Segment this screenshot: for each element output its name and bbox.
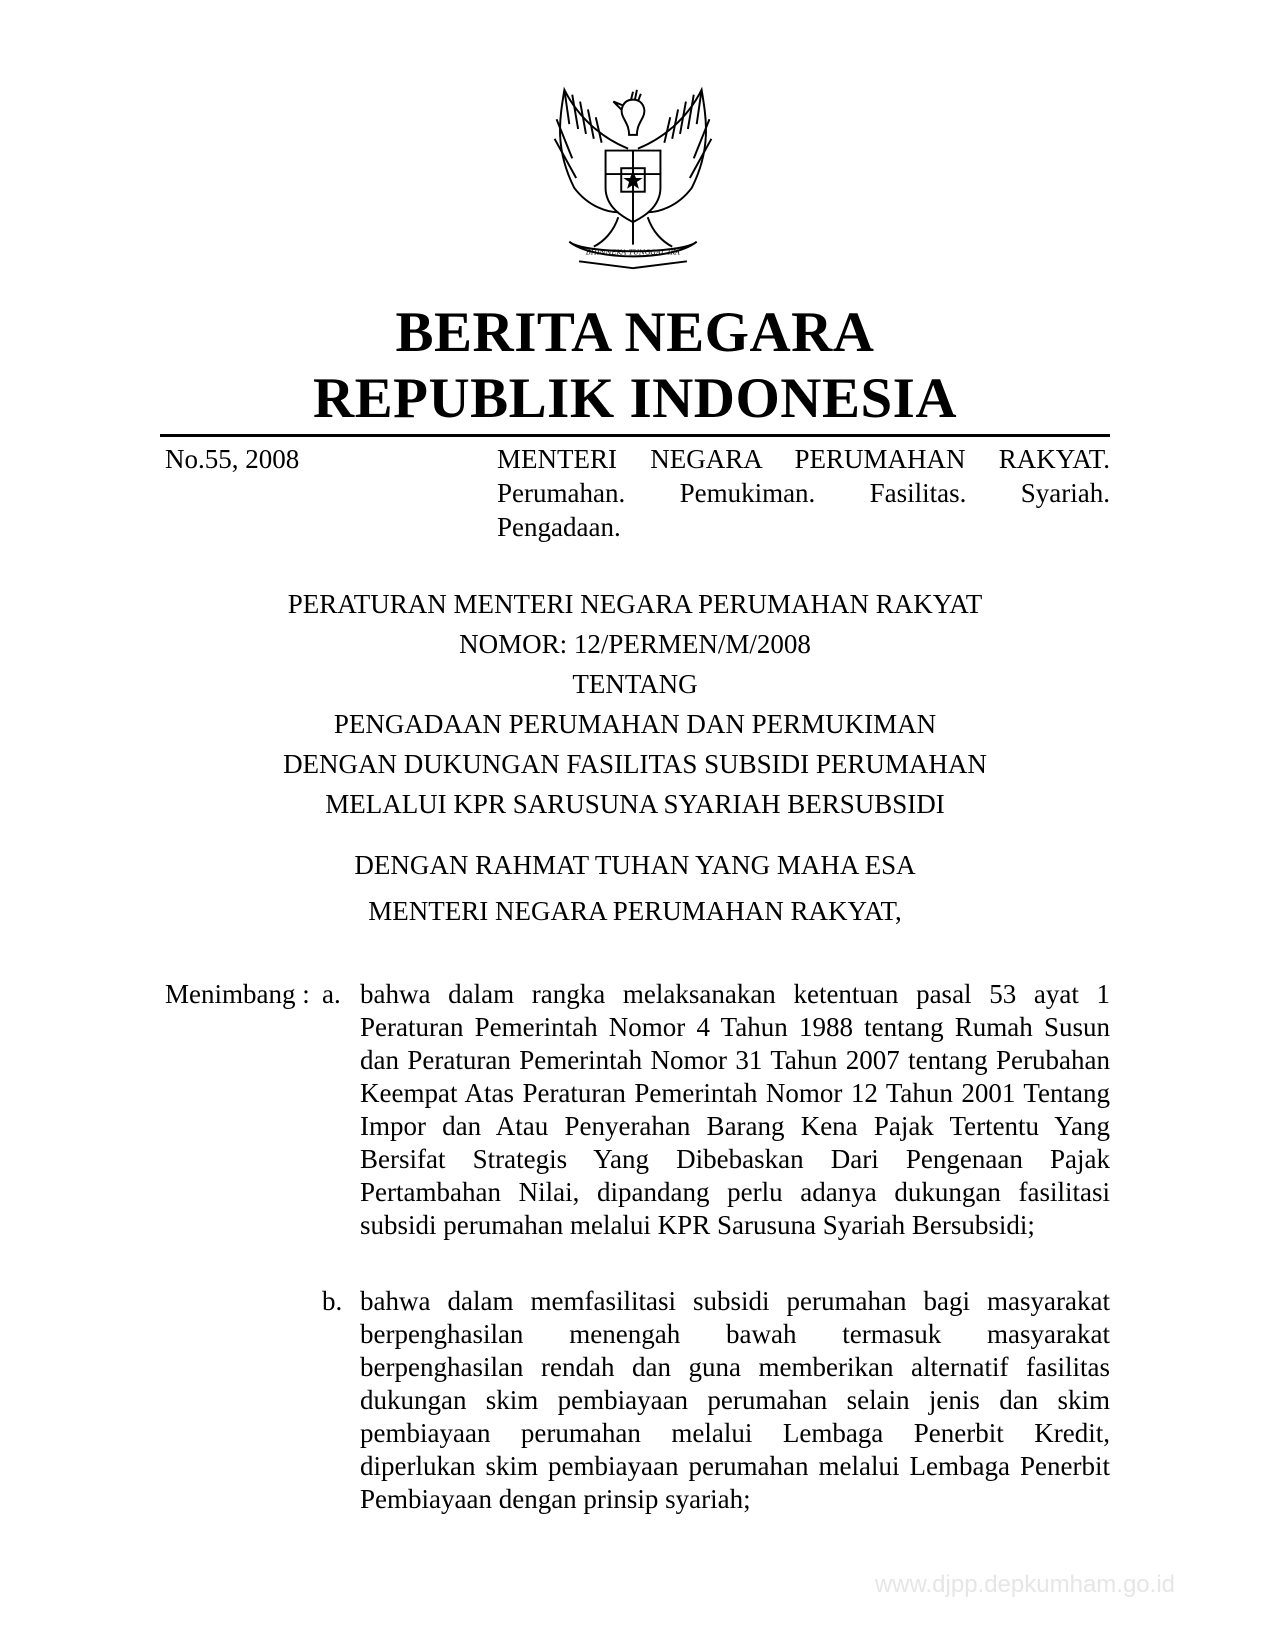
opening-formula bbox=[160, 842, 1110, 934]
clause-text: bahwa dalam memfasilitasi subsidi perumahan bagi masyarakat berpenghasilan menengah bawah termasuk masyarakat berpenghasilan rendah dan guna memberikan alternatif fasilitas dukungan skim pembiayaan perumahan selain jenis dan skim pembiayaan perumahan melalui Lembaga Penerbit Kredit, diperlukan skim pembiayaan perumahan melalui Lembaga Penerbit Pembiayaan dengan prinsip syariah; bbox=[360, 1286, 1110, 1514]
masthead bbox=[160, 300, 1110, 432]
clause-marker: b. bbox=[322, 1286, 343, 1316]
gazette-number: No.55, 2008 bbox=[165, 444, 300, 474]
garuda-pancasila-emblem-icon bbox=[535, 80, 731, 276]
regulation-title-line-3: TENTANG bbox=[572, 669, 698, 699]
regulation-title-line-1: PERATURAN MENTERI NEGARA PERUMAHAN RAKYAT bbox=[287, 589, 983, 619]
regulation-title bbox=[160, 584, 1110, 824]
regulation-title-line-6: MELALUI KPR SARUSUNA SYARIAH BERSUBSIDI bbox=[325, 789, 945, 819]
clause-text: bahwa dalam rangka melaksanakan ketentuan pasal 53 ayat 1 Peraturan Pemerintah Nomor 4 Tahun 1988 tentang Rumah Susun dan Peraturan Pemerintah Nomor 31 Tahun 2007 tentang Perubahan Keempat Atas Peraturan Pemerintah Nomor 12 Tahun 2001 Tentang Impor dan Atau Penyerahan Barang Kena Pajak Tertentu Yang Bersifat Strategis Yang Dibebaskan Dari Pengenaan Pajak Pertambahan Nilai, dipandang perlu adanya dukungan fasilitasi subsidi perumahan melalui KPR Sarusuna Syariah Bersubsidi; bbox=[360, 979, 1110, 1240]
regulation-title-line-4: PENGADAAN PERUMAHAN DAN PERMUKIMAN bbox=[333, 709, 937, 739]
regulation-title-line-5: DENGAN DUKUNGAN FASILITAS SUBSIDI PERUMAHAN bbox=[283, 749, 987, 779]
gazette-subject-line-1: MENTERI NEGARA PERUMAHAN RAKYAT. bbox=[497, 444, 1110, 474]
considering-label: Menimbang : bbox=[165, 979, 310, 1009]
masthead-line-2: REPUBLIK INDONESIA bbox=[312, 367, 958, 430]
opening-line-2: MENTERI NEGARA PERUMAHAN RAKYAT, bbox=[368, 896, 902, 926]
gazette-subject-line-3: Pengadaan. bbox=[497, 512, 621, 542]
opening-line-1: DENGAN RAHMAT TUHAN YANG MAHA ESA bbox=[354, 850, 916, 880]
gazette-subject bbox=[497, 442, 1110, 544]
svg-text:BHINNEKA TUNGGAL IKA: BHINNEKA TUNGGAL IKA bbox=[585, 248, 681, 257]
considering-clause-a bbox=[322, 978, 1110, 1242]
gazette-subject-line-2: Perumahan. Pemukiman. Fasilitas. Syariah. bbox=[497, 478, 1110, 508]
clause-marker: a. bbox=[322, 979, 341, 1009]
considering-clause-b bbox=[322, 1285, 1110, 1516]
masthead-line-1: BERITA NEGARA bbox=[395, 301, 875, 364]
regulation-title-line-2: NOMOR: 12/PERMEN/M/2008 bbox=[459, 629, 811, 659]
masthead-divider bbox=[160, 434, 1110, 437]
watermark-url: www.djpp.depkumham.go.id bbox=[874, 1571, 1175, 1598]
